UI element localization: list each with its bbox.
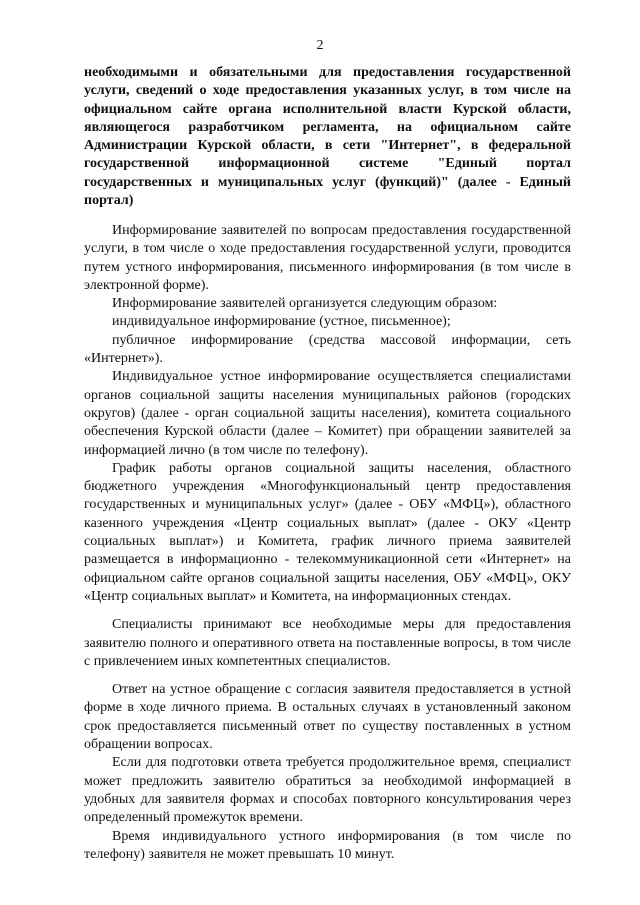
paragraph: Индивидуальное устное информирование осуществляется специалистами органов социальной защиты населения муниципальных районов (городских округов) (далее - орган социальной защиты населения), комитета социального обеспечения Курской области (далее – Комитет) при обращении заявителей за информацией лично (в том числе по телефону). bbox=[84, 369, 571, 458]
page-number: 2 bbox=[316, 38, 324, 53]
paragraph: Если для подготовки ответа требуется продолжительное время, специалист может предложить заявителю обратиться за необходимой информацией в удобных для заявителя формах и способах повторного консультирования через определенный промежуток времени. bbox=[84, 755, 571, 826]
paragraph: Информирование заявителей по вопросам предоставления государственной услуги, в том числе о ходе предоставления государственной услуги, проводится путем устного информирования, письменного информирования (в том числе в электронной форме). bbox=[84, 223, 571, 293]
paragraph: Информирование заявителей организуется следующим образом: bbox=[112, 296, 498, 312]
body-text bbox=[84, 222, 571, 864]
section-heading: необходимыми и обязательными для предоставления государственной услуги, сведений о ходе предоставления указанных услуг, в том числе на официальном сайте органа исполнительной власти Курской области, являющегося разработчиком регламента, на официальном сайте Администрации Курской области, в сети "Интернет", в федеральной государственной информационной системе "Единый портал государственных и муниципальных услуг (функций)" (далее - Единый портал) bbox=[84, 65, 571, 209]
paragraph: Время индивидуального устного информирования (в том числе по телефону) заявителя не может превышать 10 минут. bbox=[84, 828, 571, 862]
paragraph: График работы органов социальной защиты населения, областного бюджетного учреждения «Многофункциональный центр предоставления государственных и муниципальных услуг» (далее - ОБУ «МФЦ»), областного казенного учреждения «Центр социальных выплат» (далее - ОКУ «Центр социальных выплат») и Комитета, график личного приема заявителей размещается в информационно - телекоммуникационной сети «Интернет» на официальном сайте органов социальной защиты населения, ОБУ «МФЦ», ОКУ «Центр социальных выплат» и Комитета, на информационных стендах. bbox=[84, 460, 571, 604]
paragraph: публичное информирование (средства массовой информации, сеть «Интернет»). bbox=[84, 332, 571, 367]
paragraph: индивидуальное информирование (устное, письменное); bbox=[112, 314, 451, 330]
paragraph: Ответ на устное обращение с согласия заявителя предоставляется в устной форме в ходе личного приема. В остальных случаях в установленный законом срок предоставляется письменный ответ по существу поставленных в устном обращении вопросах. bbox=[84, 682, 571, 753]
paragraph: Специалисты принимают все необходимые меры для предоставления заявителю полного и оперативного ответа на поставленные вопросы, в том числе с привлечением иных компетентных специалистов. bbox=[84, 617, 571, 669]
